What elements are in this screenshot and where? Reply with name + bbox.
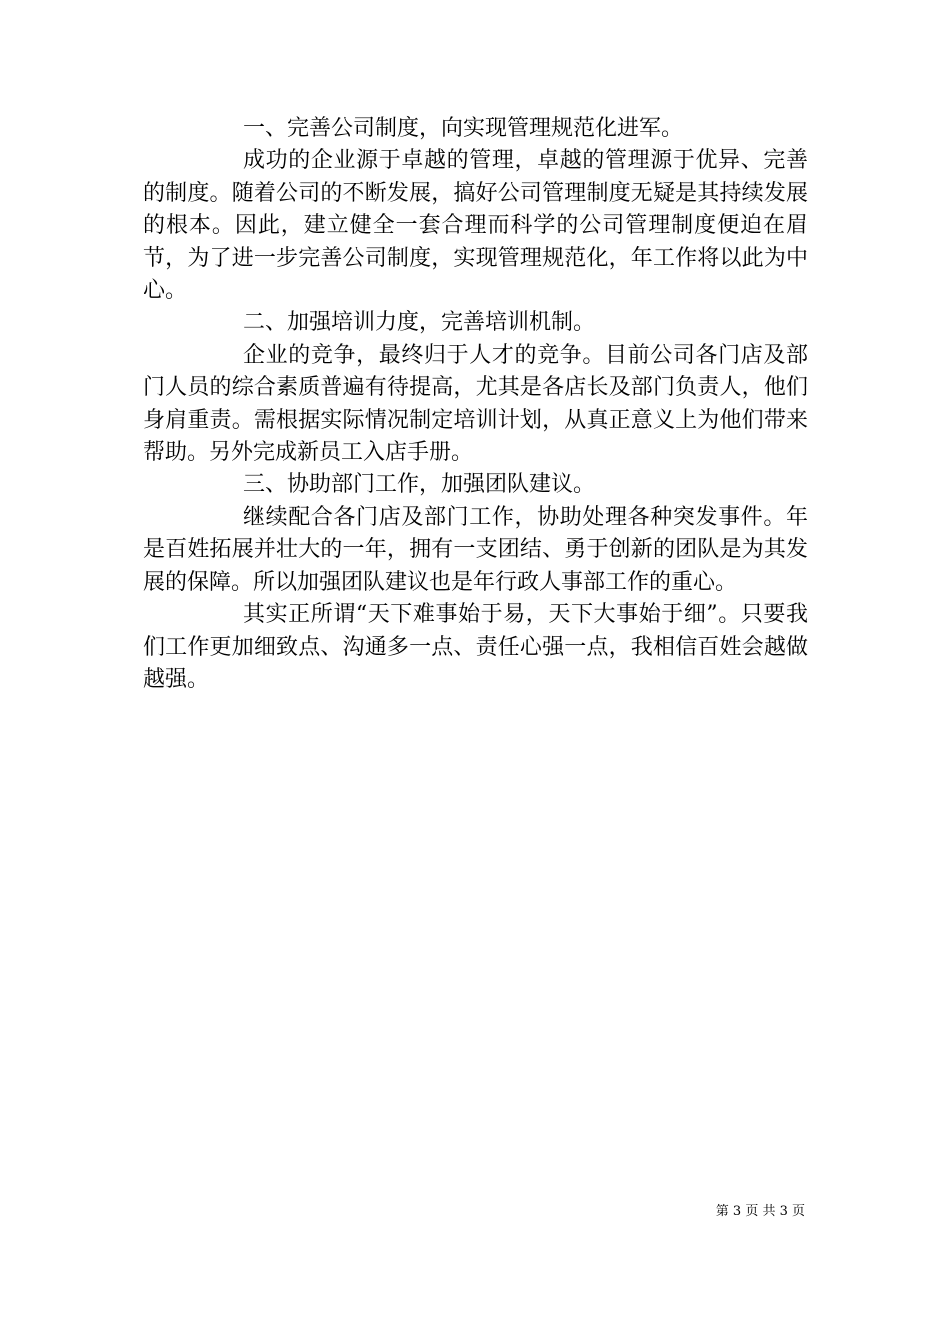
document-body — [143, 113, 808, 696]
closing-paragraph: 其实正所谓“天下难事始于易，天下大事始于细”。只要我们工作更加细致点、沟通多一点、责任心强一点，我相信百姓会越做越强。 — [143, 602, 808, 692]
section-heading-2: 二、加强培训力度，完善培训机制。 — [243, 310, 596, 336]
section-heading-1: 一、完善公司制度，向实现管理规范化进军。 — [243, 116, 684, 141]
section-heading-3: 三、协助部门工作，加强团队建议。 — [243, 472, 596, 498]
body-paragraph-1: 成功的企业源于卓越的管理，卓越的管理源于优异、完善的制度。随着公司的不断发展，搞好公司管理制度无疑是其持续发展的根本。因此，建立健全一套合理而科学的公司管理制度便迫在眉节，为了进一步完善公司制度，实现管理规范化，年工作将以此为中心。 — [143, 148, 808, 304]
body-paragraph-2: 企业的竞争，最终归于人才的竞争。目前公司各门店及部门人员的综合素质普遍有待提高，尤其是各店长及部门负责人，他们身肩重责。需根据实际情况制定培训计划，从真正意义上为他们带来帮助。另外完成新员工入店手册。 — [143, 342, 808, 466]
page-footer: 第 3 页 共 3 页 — [715, 1204, 805, 1219]
body-paragraph-3: 继续配合各门店及部门工作，协助处理各种突发事件。年是百姓拓展并壮大的一年，拥有一支团结、勇于创新的团队是为其发展的保障。所以加强团队建议也是年行政人事部工作的重心。 — [143, 504, 808, 595]
